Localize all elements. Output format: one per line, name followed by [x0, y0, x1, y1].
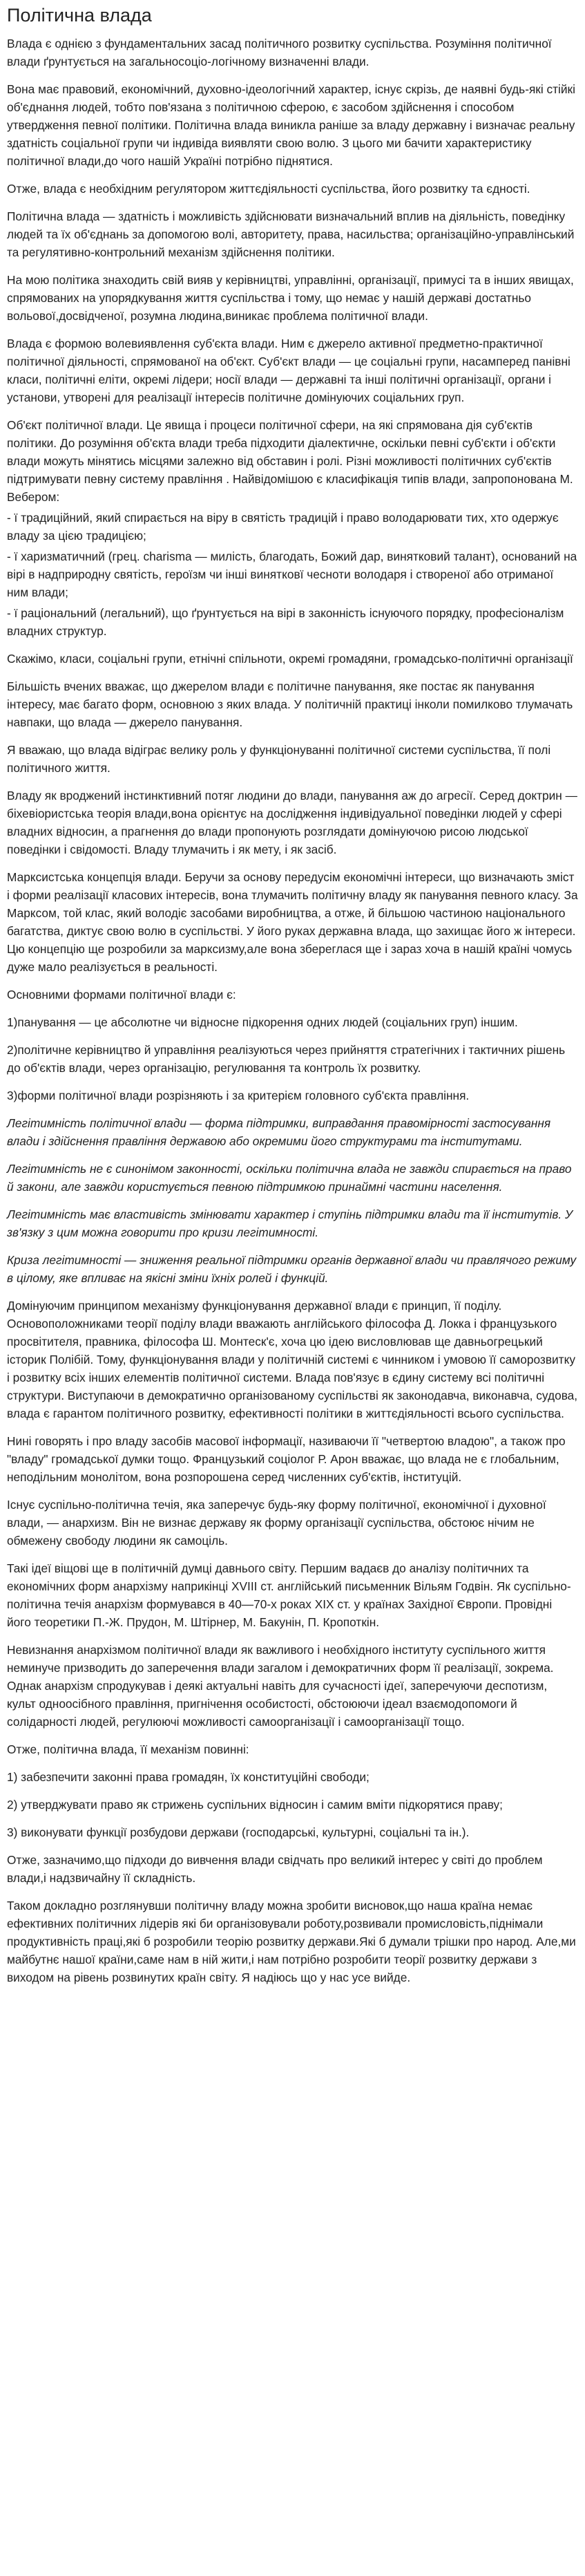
paragraph: Влада є формою волевиявлення суб'єкта влади. Ним є джерело активної предметно-практичної політичної діяльності, спрямованої на об'єкт. Суб'єкт влади — це соціальні групи, насамперед панівні класи, політичні еліти, окремі лідери; носії влади — державні та інші політичні організації, органи і установи, утворені для реалізації інтересів політичне домінуючих соціальних груп.	[7, 336, 570, 404]
paragraph: Влада є однією з фундаментальних засад політичного розвитку суспільства. Розуміння політичної влади ґрунтується на загальносоціо-логічному визначенні влади.	[7, 36, 552, 68]
paragraph: Легітимність політичної влади — форма підтримки, виправдання правомірності застосування влади і здійснення правління державою або окремими його структурами та інститутами.	[7, 1116, 551, 1148]
paragraph: - ï харизматичний (грец. charisma — милість, благодать, Божий дар, винятковий талант), оснований на вірі в надприродну святість, героїзм чи інші винятковї чесноти володаря і створеної або отриманої ним влади;	[7, 549, 577, 599]
paragraph: Невизнання анархізмом політичної влади як важливого і необхідного інституту суспільного життя неминуче призводить до заперечення влади загалом і демократичних форм її реалізації, зокрема. Однак анархізм спродукував і деякі актуальні навіть для сучасності ідеї, заперечуючи деспотизм, культ одноосібного правління, пригнічення особистості, обстоюючи ідеал взаємодопомоги й солідарності людей, регулюючі можливості самоорганізації і самоорганізації тощо.	[7, 1642, 554, 1729]
paragraph: 3)форми політичної влади розрізняють і за критерієм головного суб'єкта правління.	[7, 1088, 470, 1102]
paragraph: Таком докладно розглянувши політичну владу можна зробити висновок,що наша країна немає ефективних політичних лідерів які би організовували роботу,розвивали промисловість,піднімали продуктивність праці,які б розробили теорію розвитку держави.Які б думали трішки про народ. Але,ми майбутнє нашої країни,саме нам в ній жити,і нам потрібно розробити теорії розвитку держави з виходом на рівень розвинутих країн світу. Я надіюсь що у нас усе вийде.	[7, 1898, 576, 1984]
paragraph: Марксистська концепція влади. Беручи за основу передусім економічні інтереси, що визначають зміст і форми реалізації класових інтересів, вона тлумачить політичну владу як панування певного класу. За Марксом, той клас, який володіє засобами виробництва, а отже, й більшою частиною національного багатства, диктує свою волю в суспільстві. У його руках державна влада, що захищає його ж інтереси. Цю концепцію ще розробили за марксизму,але вона збереглася ще і зараз хоча в нашій країні чомусь дуже мало реалізується в реальності.	[7, 869, 578, 974]
paragraph: Політична влада — здатність і можливість здійснювати визначальний вплив на діяльність, поведінку людей та їх об'єднань за допомогою волі, авторитету, права, насильства; організаційно-управлінський та регулятивно-контрольний механізм здійснення політики.	[7, 209, 575, 259]
paragraph: Отже, зазначимо,що підходи до вивчення влади свідчать про великий інтерес у світі до проблем влади,і надзвичайну її складність.	[7, 1852, 543, 1885]
paragraph: Основними формами політичної влади є:	[7, 987, 236, 1002]
paragraph: Існує суспільно-політична течія, яка заперечує будь-яку форму політичної, економічної і духовної влади, — анархизм. Він не визнає державу як форму організації суспільства, обстоює нічим не обмежену свободу людини як самоціль.	[7, 1497, 546, 1548]
paragraph: На мою політика знаходить свій вияв у керівництві, управлінні, організації, примусі та в інших явищах, спрямованих на упорядкування життя суспільства і тому, що немає у нашій державі достатньо вольової,досвідченої, розумна людина,виникає проблема політичної влади.	[7, 272, 574, 323]
paragraph: Владу як вроджений інстинктивний потяг людини до влади, панування аж до агресії. Серед доктрин — біхевіористська теорія влади,вона орієнтує на дослідження індивідуальної поведінки людей у сфері владних відносин, а прагнення до влади пропонують розглядати домінуючою рисою людської поведінки і свідомості. Владу тлумачить і як мету, і як засіб.	[7, 788, 577, 856]
paragraph: 3) виконувати функції розбудови держави (господарські, культурні, соціальні та ін.).	[7, 1825, 470, 1839]
paragraph: 2) утверджувати право як стрижень суспільних відносин і самим вміти підкорятися праву;	[7, 1797, 503, 1812]
paragraph: 1) забезпечити законні права громадян, їх конституційні свободи;	[7, 1769, 370, 1784]
paragraph: Отже, влада є необхідним регулятором життєдіяльності суспільства, його розвитку та єдності.	[7, 181, 530, 196]
paragraph: Легітимність не є синонімом законності, оскільки політична влада не завжди спирається на право й закони, але завжди користується певною підтримкою принаймні частини населення.	[7, 1161, 572, 1194]
paragraph: Домінуючим принципом механізму функціонування державної влади є принцип, її поділу. Основоположниками теорії поділу влади вважають англійського філософа Д. Локка і французького просвітителя, правника, філософа Ш. Монтеск'є, хоча цю ідею висловлював ще давньогрецький історик Полібій. Тому, функціонування влади у політичній системі є чинником і умовою її саморозвитку і розвитку всіх інших елементів політичної системи. Влада пов'язує в єдину систему всі політичні структури. Виступаючи в демократично організованому суспільстві як законодавча, виконавча, судова, влада є гарантом політичного розвитку, ефективності політики в життєдіяльності всього суспільства.	[7, 1298, 578, 1420]
paragraph: Більшість вчених вважає, що джерелом влади є політичне панування, яке постає як панування інтересу, має багато форм, основною з яких влада. У політичній практиці інколи помилково тлумачать навпаки, що влада — джерело панування.	[7, 679, 573, 729]
paragraph: - ï раціональний (легальний), що ґрунтується на вірі в законність існуючого порядку, професіоналізм владних структур.	[7, 605, 564, 638]
paragraph: Об'єкт політичної влади. Це явища і процеси політичної сфери, на які спрямована дія суб'єктів політики. До розуміння об'єкта влади треба підходити діалектичне, оскільки певні суб'єкти і об'єкти влади можуть мінятись місцями залежно від обставин і ролі. Різні можливості політичних суб'єктів підтримувати певну систему правління . Найвідомішою є класифікація типів влади, запропонована М. Вебером:	[7, 417, 573, 504]
paragraph: 2)політичне керівництво й управління реалізуються через прийняття стратегічних і тактичних рішень до об'єктів влади, через організацію, регулювання та контроль їх розвитку.	[7, 1042, 566, 1075]
paragraph: Вона має правовий, економічний, духовно-ідеологічний характер, існує скрізь, де наявні будь-які стійкі об'єднання людей, тобто пов'язана з політичною сферою, є засобом здійснення і способом утвердження певної політики. Політична влада виникла раніше за владу державну і визначає реальну здатність соціальної групи чи індивіда виявляти свою волю. З цього ми бачити характеристику політичної влади,до чого нашій Україні потрібно піднятися.	[7, 82, 575, 168]
paragraph: Легітимність має властивість змінювати характер і ступінь підтримки влади та її інститутів. У зв'язку з цим можна говорити про кризи легітимності.	[7, 1207, 573, 1239]
paragraph: Скажімо, класи, соціальні групи, етнічні спільноти, окремі громадяни, громадсько-політичні організації	[7, 651, 573, 666]
paragraph: - ï традиційний, який спирається на віру в святість традицій і право володарювати тих, хто одержує владу за цією традицією;	[7, 510, 559, 543]
paragraph: Нині говорять і про владу засобів масової інформації, називаючи її "четвертою владою", а також про "владу" громадської думки тощо. Французький соціолог Р. Арон вважає, що влада не є глобальним, неподільним монолітом, вона розпорошена серед численних суб'єктів, інституцій.	[7, 1433, 566, 1484]
paragraph: Такі ідеї віщові ще в політичній думці давнього світу. Першим вадаєв до аналізу політичних та економічних форм анархізму наприкінці XVIII ст. англійський письменник Вільям Годвін. Як суспільно-політична течія анархізм формувався в 40—70-х роках XIX ст. у країнах Західної Європи. Провідні його теоретики П.-Ж. Прудон, М. Штірнер, М. Бакунін, П. Кропоткін.	[7, 1561, 571, 1629]
paragraph: Я вважаю, що влада відіграє велику роль у функціонуванні політичної системи суспільства, її полі політичного життя.	[7, 742, 551, 775]
page-title: Політична влада	[7, 5, 152, 26]
paragraph: Криза легітимності — зниження реальної підтримки органів державної влади чи правлячого режиму в цілому, яке впливає на якісні зміни їхніх ролей і функцій.	[7, 1252, 577, 1285]
paragraph: Отже, політична влада, її механізм повинні:	[7, 1742, 249, 1756]
paragraph: 1)панування — це абсолютне чи відносне підкорення одних людей (соціальних груп) іншим.	[7, 1015, 518, 1029]
article-body	[7, 35, 578, 1986]
